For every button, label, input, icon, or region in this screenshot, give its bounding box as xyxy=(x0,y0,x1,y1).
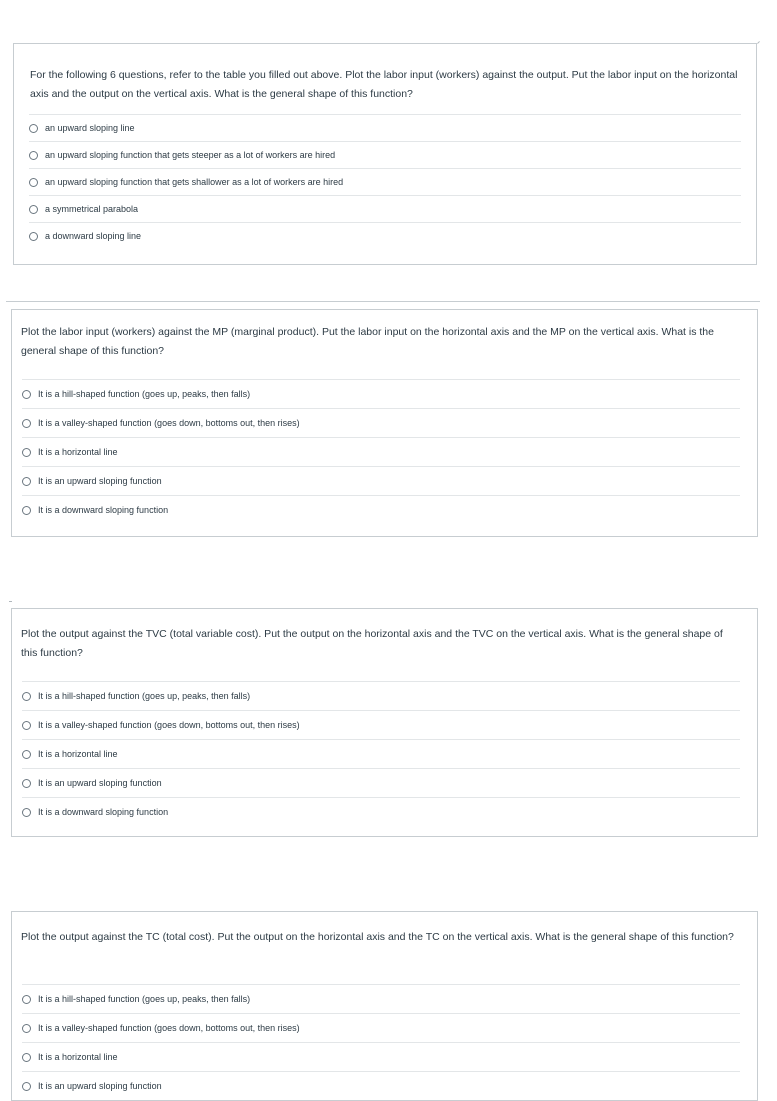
answer-option[interactable] xyxy=(22,710,740,739)
question-text: Plot the output against the TC (total cost). Put the output on the horizontal axis and the TC on the vertical axis. What is the general shape of this function? xyxy=(21,931,734,943)
answer-label: It is a valley-shaped function (goes down, bottoms out, then rises) xyxy=(38,720,300,730)
answer-list xyxy=(22,681,740,826)
question-text: Plot the labor input (workers) against the MP (marginal product). Put the labor input on the horizontal axis and the MP on the vertical axis. What is the general shape of this function? xyxy=(21,326,714,357)
answer-option[interactable] xyxy=(29,195,741,222)
answer-label: an upward sloping line xyxy=(45,123,135,133)
answer-label: It is a horizontal line xyxy=(38,447,118,457)
radio-button[interactable] xyxy=(22,419,31,428)
radio-button[interactable] xyxy=(29,178,38,187)
answer-list xyxy=(22,984,740,1100)
answer-option[interactable] xyxy=(22,495,740,524)
answer-option[interactable] xyxy=(22,1071,740,1100)
answer-list xyxy=(22,379,740,524)
radio-button[interactable] xyxy=(22,779,31,788)
radio-button[interactable] xyxy=(22,1082,31,1091)
answer-option[interactable] xyxy=(22,768,740,797)
question-text: Plot the output against the TVC (total variable cost). Put the output on the horizontal axis and the TVC on the vertical axis. What is the general shape of this function? xyxy=(21,628,723,659)
answer-label: an upward sloping function that gets shallower as a lot of workers are hired xyxy=(45,177,344,187)
answer-list xyxy=(29,114,741,249)
radio-button[interactable] xyxy=(22,692,31,701)
question-card-3 xyxy=(11,608,758,837)
question-card-1 xyxy=(13,43,757,265)
radio-button[interactable] xyxy=(22,506,31,515)
answer-option[interactable] xyxy=(29,222,741,249)
radio-button[interactable] xyxy=(22,995,31,1004)
radio-button[interactable] xyxy=(22,448,31,457)
radio-button[interactable] xyxy=(29,232,38,241)
question-text: For the following 6 questions, refer to the table you filled out above. Plot the labor input (workers) against the output. Put the labor input on the horizontal axis and the output on the vertical axis. What is the general shape of this function? xyxy=(30,69,738,100)
answer-label: It is a hill-shaped function (goes up, peaks, then falls) xyxy=(38,389,251,399)
radio-button[interactable] xyxy=(22,477,31,486)
radio-button[interactable] xyxy=(22,390,31,399)
radio-button[interactable] xyxy=(22,750,31,759)
answer-option[interactable] xyxy=(22,1042,740,1071)
radio-button[interactable] xyxy=(22,721,31,730)
answer-label: It is a horizontal line xyxy=(38,1052,118,1062)
answer-option[interactable] xyxy=(22,437,740,466)
answer-option[interactable] xyxy=(22,797,740,826)
answer-option[interactable] xyxy=(22,681,740,710)
answer-option[interactable] xyxy=(22,466,740,495)
radio-button[interactable] xyxy=(29,151,38,160)
answer-label: It is a downward sloping function xyxy=(38,505,169,515)
answer-option[interactable] xyxy=(22,1013,740,1042)
answer-label: an upward sloping function that gets steeper as a lot of workers are hired xyxy=(45,150,336,160)
answer-label: It is a hill-shaped function (goes up, peaks, then falls) xyxy=(38,994,251,1004)
answer-label: It is an upward sloping function xyxy=(38,778,162,788)
answer-option[interactable] xyxy=(29,114,741,141)
question-card-2 xyxy=(11,309,758,537)
answer-label: It is an upward sloping function xyxy=(38,476,162,486)
answer-label: It is a downward sloping function xyxy=(38,807,169,817)
answer-label: It is a horizontal line xyxy=(38,749,118,759)
answer-label: a downward sloping line xyxy=(45,231,142,241)
answer-label: It is a valley-shaped function (goes down, bottoms out, then rises) xyxy=(38,418,300,428)
answer-label: It is a valley-shaped function (goes down, bottoms out, then rises) xyxy=(38,1023,300,1033)
corner-mark xyxy=(757,41,760,44)
radio-button[interactable] xyxy=(29,205,38,214)
answer-option[interactable] xyxy=(22,984,740,1013)
radio-button[interactable] xyxy=(22,1024,31,1033)
radio-button[interactable] xyxy=(22,1053,31,1062)
answer-option[interactable] xyxy=(22,408,740,437)
radio-button[interactable] xyxy=(22,808,31,817)
answer-label: It is an upward sloping function xyxy=(38,1081,162,1091)
answer-label: It is a hill-shaped function (goes up, peaks, then falls) xyxy=(38,691,251,701)
answer-label: a symmetrical parabola xyxy=(45,204,139,214)
answer-option[interactable] xyxy=(29,141,741,168)
answer-option[interactable] xyxy=(29,168,741,195)
question-card-4 xyxy=(11,911,758,1101)
section-divider xyxy=(6,301,760,302)
radio-button[interactable] xyxy=(29,124,38,133)
answer-option[interactable] xyxy=(22,379,740,408)
answer-option[interactable] xyxy=(22,739,740,768)
margin-mark xyxy=(9,601,12,602)
